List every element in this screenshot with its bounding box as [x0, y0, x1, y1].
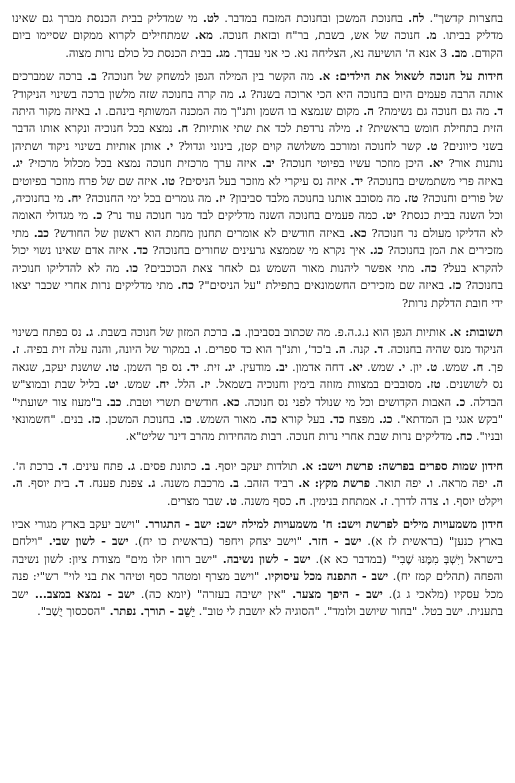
text-run: מי מגדולי האומה לא הדליקו מעולם נר חנוכה? [12, 208, 503, 240]
text-run: 3 אנא ה' הושיעה נא, הצליחה נא. כי אני עבדך. [229, 45, 451, 60]
bold-run: ב. [87, 69, 97, 84]
books-quiz-section [12, 458, 503, 510]
text-run: היכן מוזכר עשיו בפיוטי חנוכה? [274, 156, 429, 171]
bold-run: ט. [426, 138, 438, 153]
bold-run: לח. [408, 11, 425, 25]
bold-run: מג. [215, 45, 230, 60]
text-run: מה קרה בחנוכה שזה מלשון ברכה בשינוי הניקוד? [12, 86, 238, 101]
text-run: בליל שבת ובמוצ"ש הבדלה. [12, 377, 503, 409]
text-run: יפה תואר. [370, 476, 426, 491]
text-run: שמש. [362, 359, 399, 374]
text-run: באיזה חודשים לא אומרים תחנון מחמת הוא ראשון של החודש? [48, 225, 350, 240]
bold-run: יב. [275, 359, 288, 374]
bold-run: חידון משמעויות מילים לפרשת וישב: ח' משמעויות למילה ישב: ישב - התגורר. [140, 516, 503, 531]
bold-run: ג. [147, 476, 156, 491]
bold-run: ו. [94, 104, 102, 119]
bold-run: א. [318, 69, 331, 84]
bold-run: ז. [379, 493, 388, 508]
text-run: שושנת יעקב, שגאה נס לשושנים. [12, 359, 504, 392]
bold-run: ח. [177, 121, 189, 136]
text-run: ויקלט יוסף. [449, 493, 503, 508]
text-run: הלל. [169, 377, 201, 392]
bold-run: לט. [202, 11, 220, 25]
text-run: מה לא להדליקו חנוכיה בחנוכה? [12, 260, 504, 293]
bold-run: יד. [186, 359, 199, 374]
bold-run: כה. [420, 260, 437, 275]
bold-run: ה. [335, 342, 346, 357]
text-run: כסף משנה. [236, 493, 295, 508]
text-run: "הסכסוך יֻשַׁב". [37, 604, 106, 618]
bold-run: ישב - לשון שבי. [42, 534, 129, 549]
bold-run: ד. [57, 458, 68, 473]
text-run: ברכה שמברכים אותה הרבה פעמים היום בחנוכה היא הכי ארוכה בשנה? [12, 69, 503, 101]
text-run: כמה פעמים בחנוכה השנה מדליקים לבד מנר חנוכה עוד נר? [102, 208, 382, 223]
spacer [12, 312, 503, 324]
bold-run: ו. [193, 342, 201, 357]
text-run: מאור השמש. [191, 411, 261, 426]
bold-run: יט. [104, 377, 119, 392]
bold-run: ה. [492, 476, 503, 491]
bold-run: ח. [472, 359, 484, 374]
bold-run: חידות על חנוכה לשאול את הילדים: [330, 69, 503, 84]
bold-run: כו. [125, 260, 138, 275]
bold-run: י. [398, 359, 406, 374]
text-run: ב'כד', ותנ"ך הוא כד ספרים. [200, 342, 336, 357]
bold-run: כז. [448, 278, 462, 293]
bold-run: ב. [229, 476, 239, 491]
text-run: באיזה מקור היתה הזית בתחילת חומש בראשית? [12, 104, 503, 136]
text-run: יפה מראה. [432, 476, 493, 491]
bold-run: ח. [294, 493, 306, 508]
text-run: שמש. [118, 377, 156, 392]
bold-run: ג. [85, 324, 94, 339]
text-run: צדה לדרך. [387, 493, 443, 508]
bold-run: ד. [74, 476, 84, 491]
bold-run: י. [166, 138, 174, 153]
bold-run: טז. [404, 191, 419, 206]
text-run: בנים. "חשמונאי ובניו". [12, 411, 503, 444]
bold-run: פרשת מקץ: [309, 476, 371, 491]
text-run: איזה שם של פרח מוזכר בפיוטים של פורים וחנוכה? [12, 173, 503, 206]
text-run: תולדות יעקב יוסף. [210, 458, 302, 473]
bold-run: כב. [106, 394, 122, 409]
bold-run: ב. [200, 458, 211, 473]
text-run: במקור של היונה, והנה עלה זית בפיה. [19, 342, 194, 357]
bold-run: תשובות: [461, 324, 503, 339]
bold-run: יא. [348, 359, 363, 374]
text-run: בחנוכת המשכן. [100, 411, 180, 426]
text-run: "ישב רוחו יזלו מים" מצודת ציון: לשון נשיבה והפחה (תהלים קמז יח). [12, 551, 504, 584]
word-meanings-section [12, 516, 503, 620]
text-run: איך נקרא מי שממצא גרעינים שחורים בחנוכה? [148, 243, 370, 258]
bold-run: יד. [350, 173, 364, 188]
bold-run: כא. [349, 225, 367, 240]
text-run: כתונת פסים. [135, 458, 201, 473]
text-run: זית. [198, 359, 225, 374]
bold-run: ה. [363, 104, 374, 119]
text-run: צפנת פענח. [83, 476, 148, 491]
intro-section [12, 10, 503, 62]
bold-run: ו. [426, 476, 433, 491]
bold-run: טו. [105, 359, 120, 374]
text-run: מדליקים נרות שבת אחרי נרות חנוכה. רבות מהחידות מהרב דינר שליט"א. [125, 429, 456, 444]
text-run: "וישב יצחק ויחפר (בראשית כו יח). [128, 534, 303, 549]
text-run: "וישב מצרף ומטהר כסף וטיהר את בני לוי" רש"י: פנה מכל עסקיו (מלאכי ג ג). [12, 569, 504, 601]
text-run: מי שמדליק בבית הכנסת מברך גם שאינו מדליק בביתו. [12, 11, 503, 43]
bold-run: יח. [155, 377, 170, 392]
bold-run: יט. [382, 208, 396, 223]
text-run: נמצא בכל חנוכיה ונקרא אותו הדבר בשני כיוונים? [12, 121, 503, 153]
text-run: בית יוסף. [22, 476, 75, 491]
text-run: בעל קורא [276, 411, 330, 426]
text-run: באיזה שם מזכירים החשמונאים בתפילת "על הניסים"? [193, 278, 449, 293]
bold-run: א. [449, 324, 462, 339]
bold-run: מא. [194, 28, 213, 43]
bold-run: יח. [67, 191, 82, 206]
bold-run: כ. [455, 394, 466, 409]
bold-run: ישב - חזר. [302, 534, 362, 549]
text-run: רביד הזהב. [238, 476, 299, 491]
text-run: בחצרות קדשך". [424, 11, 503, 25]
text-run: חנוכה של אש, בשבת, בר"ח ובזאת חנוכה. [212, 28, 426, 43]
bold-run: ג. [127, 458, 136, 473]
bold-run: כז. [87, 411, 101, 426]
bold-run: כג. [378, 411, 393, 426]
word-meanings-paragraph [12, 516, 503, 620]
text-run: מתי מזכירים את המן בחנוכה? [12, 225, 503, 258]
bold-run: ה. [12, 476, 23, 491]
text-run: חודשים תשרי וטבת. [121, 394, 223, 409]
text-run: פתח עינים. [67, 458, 128, 473]
text-run: קשר לחנוכה ומורכב משלושה קוים קטן, בינוני וגדול? [173, 138, 427, 153]
text-run: "אין ישיבה בעזרה" (יומא כה). [134, 586, 286, 601]
bold-run: כב. [33, 225, 49, 240]
riddles-paragraph [12, 68, 503, 312]
bold-run: כד. [329, 411, 345, 426]
text-run: מסובבים במצוות מזוזה בימין וחנוכיה בשמאל. [210, 377, 427, 392]
text-run: קנה. [345, 342, 374, 357]
text-run: שבר מצרים. [166, 493, 226, 508]
bold-run: ישב - נמצא במצב... [28, 586, 135, 601]
bold-run: כה. [260, 411, 277, 426]
answers-paragraph [12, 324, 503, 446]
bold-run: יג. [12, 156, 23, 171]
answers-section [12, 324, 503, 446]
books-quiz-paragraph [12, 458, 503, 510]
bold-run: ז. [355, 121, 363, 136]
bold-run: ישב - התפנה מכל עיסוקיו. [259, 569, 389, 584]
bold-run: ד. [493, 104, 503, 119]
text-run: בחנוכת המשכן ובחנוכת המזבח במדבר. [219, 11, 409, 25]
bold-run: כח. [177, 278, 194, 293]
text-run: ברכת ה'. [12, 458, 58, 473]
text-run: מתי מדליקים נרות אחרי שכבר יצאו ידי חובת הדלקת נרות? [12, 278, 503, 310]
bold-run: יב. [261, 156, 275, 171]
bold-run: ז. [12, 342, 20, 357]
bold-run: ט. [426, 359, 438, 374]
text-run: מה מסובב אותנו בחנוכה מלבד סביבון? [225, 191, 405, 206]
text-run: ישב בתענית. ישב בטל. "בחור שיושב ולומד". "הסוגיה לא יושבת לי טוב". [12, 586, 503, 618]
bold-run: ב. [231, 324, 241, 339]
text-run: דחה אדמון. [287, 359, 349, 374]
text-run: אמתחת בנימין. [305, 493, 380, 508]
bold-run: ו. [442, 493, 450, 508]
bold-run: יֵשֵׁב - תורך. נפתר. [105, 604, 195, 618]
text-run: מפצח [344, 411, 379, 426]
text-run: "וילחם בישראל וַיִּשְׁבְּ מִמֶּנּוּ שֶׁבִי" (במדבר כא א). [12, 534, 503, 566]
bold-run: כג. [369, 243, 384, 258]
text-run: מה הקשר בין המילה הגפן למשחק של חנוכה? [96, 69, 319, 84]
bold-run: כד. [132, 243, 149, 258]
intro-paragraph [12, 10, 503, 62]
bold-run: יז. [215, 191, 226, 206]
bold-run: ישב - היפך מצער. [285, 586, 383, 601]
text-run: מילה נרדפת לכד את שתי אותיות? [188, 121, 356, 136]
bold-run: ישב - לשון נשיבה. [217, 551, 311, 566]
bold-run: א. [301, 458, 313, 473]
bold-run: ד. [373, 342, 384, 357]
bold-run: חידון שמות ספרים בפרשה: פרשת וישב: [312, 458, 504, 473]
text-run: מה גומרים בכל ימי החנוכה? [81, 191, 216, 206]
bold-run: כא. [222, 394, 240, 409]
text-run: נס פך השמן. [119, 359, 187, 374]
text-run: אותן אותיות בשינוי ניקוד ושתיהן נותנות אור? [12, 138, 503, 171]
text-run: שמתחילים לקרוא ממקום שסיימו ביום הקודם. [12, 28, 503, 60]
text-run: בבית הכנסת כל כולם נרות מצוה. [65, 45, 216, 60]
text-run: "וישב יעקב בארץ מגורי אביו בארץ כנען" (בראשית לז א). [12, 516, 503, 549]
text-run: ברכת המזון של חנוכה בשבת. [93, 324, 232, 339]
bold-run: טז. [426, 377, 441, 392]
spacer [12, 446, 503, 458]
text-run: פך. [483, 359, 503, 374]
bold-run: כח. [455, 429, 473, 444]
text-run: מקום שנמצא בו השמן ותנ"ך מה המכנה המשותף בינהם. [101, 104, 364, 119]
bold-run: יג. [224, 359, 236, 374]
text-run: באיזה פרי משתמשים בחנוכה? [363, 173, 503, 188]
bold-run: ט. [225, 493, 237, 508]
text-run: אותיות הגפן הוא נ.ג.ה.פ. מה שכתוב בסביבון. [240, 324, 450, 339]
bold-run: טו. [161, 173, 176, 188]
bold-run: כו. [179, 411, 192, 426]
riddles-section [12, 68, 503, 312]
text-run: האבות הקדושים וכל מי שנולד לפני נס חנוכה. [239, 394, 456, 409]
text-run: יון. [405, 359, 427, 374]
text-run: מרכבת משנה. [155, 476, 230, 491]
bold-run: מב. [450, 45, 468, 60]
bold-run: יא. [428, 156, 444, 171]
bold-run: ג. [237, 86, 246, 101]
bold-run: יז. [200, 377, 211, 392]
text-run: מודעין. [235, 359, 276, 374]
text-run: שמש. [437, 359, 473, 374]
text-run: מי בחנוכיה, וכל השנה בבית כנסת? [12, 191, 503, 223]
bold-run: מ. [425, 28, 437, 43]
text-run: נס בפתח בשינוי הניקוד מנס שהיה בחנוכה. [12, 324, 503, 357]
text-run: איזה ערך מרכזית חנוכה נמצא בכל מכלול מרכזי? [22, 156, 262, 171]
text-run: מה גם חנוכה גם נשימה? [373, 104, 494, 119]
text-run: ב"מעוז צור ישועתי" "בקש אגגי בן המדתא". [12, 394, 504, 426]
text-run: מתי אפשר ליהנות מאור השמש גם לאחר צאת הכוכבים? [137, 260, 421, 275]
text-run: איזה נס עיקרי לא מוזכר בעל הניסים? [175, 173, 351, 188]
bold-run: א. [298, 476, 310, 491]
bold-run: כ. [92, 208, 103, 223]
text-run: איזה אדם שאינו נשוי יכול להקרא בעל? [12, 243, 503, 275]
